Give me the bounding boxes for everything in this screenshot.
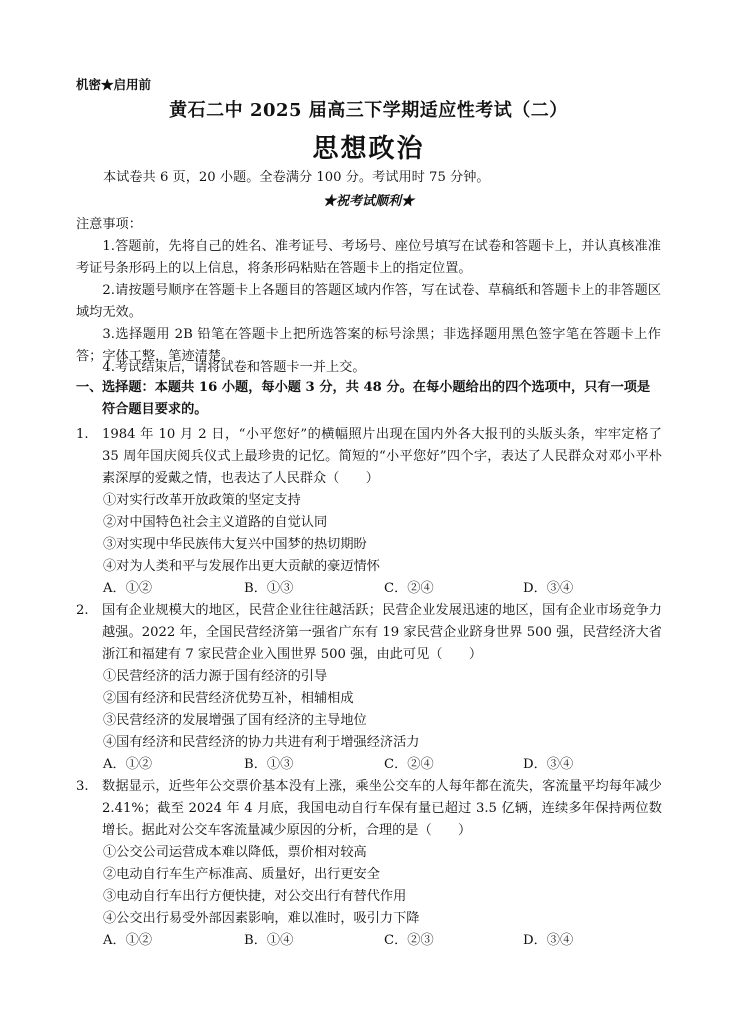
- subject-title: 思想政治: [312, 134, 425, 164]
- choice-b: B．①③: [244, 757, 294, 772]
- exam-info: 本试卷共 6 页，20 小题。全卷满分 100 分。考试用时 75 分钟。: [103, 170, 490, 185]
- choice-d: D．③④: [523, 933, 574, 948]
- choice-a: A．①②: [103, 757, 153, 772]
- question-number: 1.: [76, 427, 89, 442]
- choice-d: D．③④: [523, 581, 574, 596]
- statement-option: ③对实现中华民族伟大复兴中国梦的热切期盼: [103, 537, 367, 552]
- secret-mark: 机密★启用前: [76, 77, 152, 92]
- exam-title: 黄石二中 2025 届高三下学期适应性考试（二）: [169, 100, 568, 121]
- statement-option: ①对实行改革开放政策的坚定支持: [103, 493, 301, 508]
- statement-option: ①民营经济的活力源于国有经济的引导: [103, 669, 328, 684]
- section-label: 一、: [76, 380, 103, 395]
- statement-option: ①公交公司运营成本难以降低，票价相对较高: [103, 845, 367, 860]
- choice-c: C．②④: [384, 581, 434, 596]
- wish-line: ★祝考试顺利★: [322, 194, 414, 209]
- question-stem: 国有企业规模大的地区，民营企业往往越活跃；民营企业发展迅速的地区，国有企业市场竞争力越强。2022 年，全国民营经济第一强省广东有 19 家民营企业跻身世界 500 强，民营经济大省浙江和福建有 7 家民营企业入围世界 500 强，由此可见（ ）: [102, 603, 662, 662]
- notice-item: 1.答题前，先将自己的姓名、准考证号、考场号、座位号填写在试卷和答题卡上，并认真核准准考证号条形码上的以上信息，将条形码粘贴在答题卡上的指定位置。: [76, 239, 661, 276]
- choice-b: B．①③: [244, 581, 294, 596]
- notice-item: 2.请按题号顺序在答题卡上各题目的答题区域内作答，写在试卷、草稿纸和答题卡上的非答题区域均无效。: [76, 283, 661, 320]
- question-number: 2.: [76, 603, 89, 618]
- statement-option: ③民营经济的发展增强了国有经济的主导地位: [103, 713, 367, 728]
- statement-option: ④公交出行易受外部因素影响，难以准时，吸引力下降: [103, 911, 420, 926]
- choice-c: C．②③: [384, 933, 434, 948]
- notice-item: 4.考试结束后，请将试卷和答题卡一并上交。: [102, 360, 366, 375]
- statement-option: ②国有经济和民营经济优势互补，相辅相成: [103, 691, 354, 706]
- section-instructions: 选择题：本题共 16 小题，每小题 3 分，共 48 分。在每小题给出的四个选项中，只有一项是符合题目要求的。: [102, 380, 651, 417]
- choice-a: A．①②: [103, 933, 153, 948]
- question-stem: 1984 年 10 月 2 日，“小平您好”的横幅照片出现在国内外各大报刊的头版头条，牢牢定格了 35 周年国庆阅兵仪式上最珍贵的记忆。简短的“小平您好”四个字，表达了人民群众对邓小平朴素深厚的爱戴之情，也表达了人民群众（ ）: [102, 427, 662, 486]
- choice-b: B．①④: [244, 933, 294, 948]
- question-number: 3.: [76, 779, 89, 794]
- choice-c: C．②④: [384, 757, 434, 772]
- question-stem: 数据显示，近些年公交票价基本没有上涨，乘坐公交车的人每年都在流失，客流量平均每年减少 2.41%；截至 2024 年 4 月底，我国电动自行车保有量已超过 3.5 亿辆，连续多年保持两位数增长。据此对公交车客流量减少原因的分析，合理的是（ ）: [102, 779, 662, 838]
- choice-d: D．③④: [523, 757, 574, 772]
- statement-option: ③电动自行车出行方便快捷，对公交出行有替代作用: [103, 889, 407, 904]
- statement-option: ②电动自行车生产标准高、质量好，出行更安全: [103, 867, 380, 882]
- statement-option: ④国有经济和民营经济的协力共进有利于增强经济活力: [103, 735, 420, 750]
- choice-a: A．①②: [103, 581, 153, 596]
- statement-option: ②对中国特色社会主义道路的自觉认同: [103, 515, 328, 530]
- notice-item: 3.选择题用 2B 铅笔在答题卡上把所选答案的标号涂黑；非选择题用黑色签字笔在答题卡上作答；字体工整，笔迹清楚。: [76, 327, 661, 364]
- notice-title: 注意事项：: [76, 217, 142, 232]
- statement-option: ④对为人类和平与发展作出更大贡献的豪迈情怀: [103, 559, 380, 574]
